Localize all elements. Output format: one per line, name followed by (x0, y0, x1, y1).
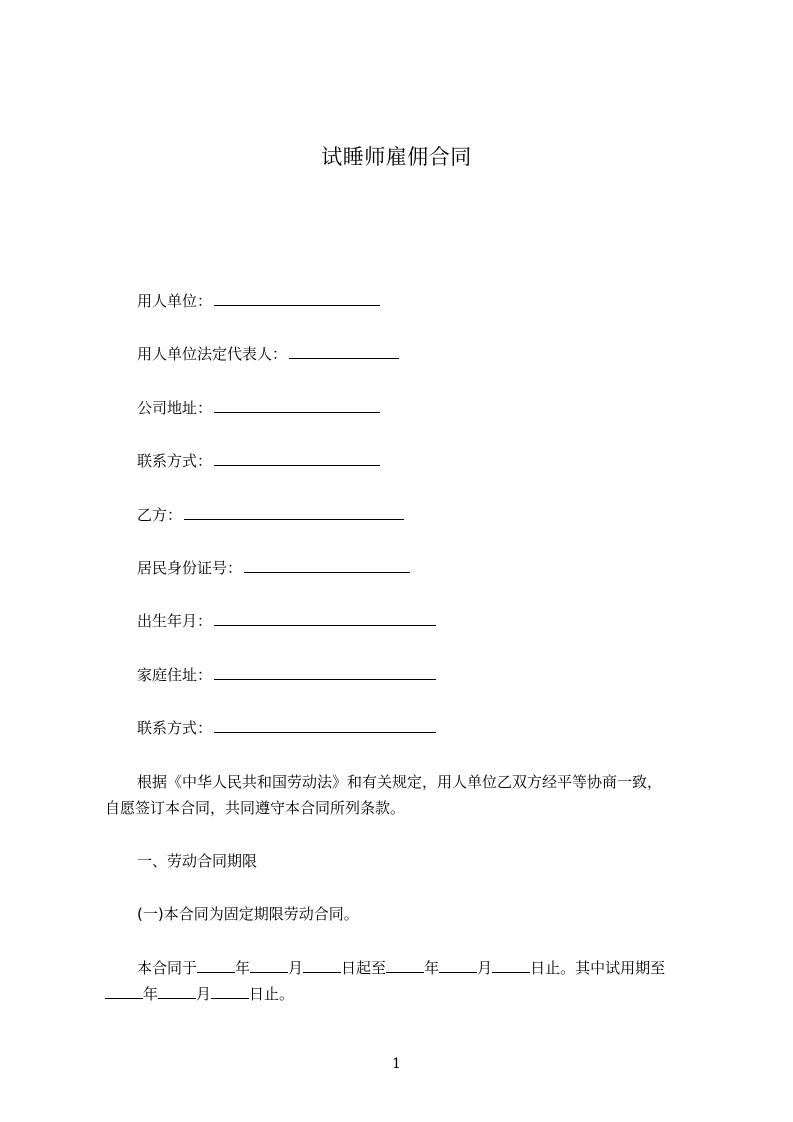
fill-blank[interactable] (303, 957, 341, 973)
field-label: 联系方式： (137, 452, 213, 470)
page-number: 1 (392, 1056, 401, 1072)
preamble-line-2: 自愿签订本合同，共同遵守本合同所列条款。 (105, 799, 406, 817)
term-text: 年 (235, 959, 251, 977)
fill-blank[interactable] (184, 504, 404, 520)
field-company-address (137, 397, 380, 419)
field-label: 用人单位： (137, 292, 213, 310)
fill-blank[interactable] (244, 557, 410, 573)
field-label: 乙方： (137, 506, 183, 524)
fill-blank[interactable] (439, 957, 477, 973)
field-label: 公司地址： (137, 399, 213, 417)
fill-blank[interactable] (386, 957, 424, 973)
fill-blank[interactable] (214, 717, 436, 733)
term-text: 日止。其中试用期至 (530, 959, 666, 977)
fill-blank[interactable] (211, 983, 249, 999)
preamble-line-1: 根据《中华人民共和国劳动法》和有关规定，用人单位乙双方经平等协商一致， (137, 773, 663, 791)
fill-blank[interactable] (289, 343, 399, 359)
field-label: 居民身份证号： (137, 559, 243, 577)
fill-blank[interactable] (158, 983, 196, 999)
term-text: 本合同于 (137, 959, 198, 977)
term-text: 日止。 (249, 985, 295, 1003)
clause-fixed-term: (一)本合同为固定期限劳动合同。 (137, 905, 359, 923)
fill-blank[interactable] (214, 610, 436, 626)
term-text: 月 (288, 959, 304, 977)
fill-blank[interactable] (492, 957, 530, 973)
field-legal-representative (137, 343, 399, 365)
field-employer (137, 290, 380, 312)
field-home-address (137, 664, 436, 686)
fill-blank[interactable] (197, 957, 235, 973)
field-employer-contact (137, 450, 380, 472)
fill-blank[interactable] (214, 290, 380, 306)
field-label: 联系方式： (137, 719, 213, 737)
field-label: 出生年月： (137, 612, 213, 630)
term-text: 月 (196, 985, 212, 1003)
term-line-2 (105, 983, 294, 1005)
term-text: 年 (424, 959, 440, 977)
document-title: 试睡师雇佣合同 (321, 145, 472, 169)
field-party-b (137, 504, 404, 526)
field-id-number (137, 557, 410, 579)
fill-blank[interactable] (250, 957, 288, 973)
section-heading-term: 一、劳动合同期限 (137, 852, 258, 870)
fill-blank[interactable] (214, 664, 436, 680)
fill-blank[interactable] (105, 983, 143, 999)
fill-blank[interactable] (214, 450, 380, 466)
field-label: 用人单位法定代表人： (137, 345, 288, 363)
field-party-b-contact (137, 717, 436, 739)
field-birth-date (137, 610, 436, 632)
field-label: 家庭住址： (137, 666, 213, 684)
term-text: 年 (143, 985, 159, 1003)
term-text: 日起至 (341, 959, 387, 977)
fill-blank[interactable] (214, 397, 380, 413)
term-line-1 (137, 957, 665, 979)
term-text: 月 (477, 959, 493, 977)
